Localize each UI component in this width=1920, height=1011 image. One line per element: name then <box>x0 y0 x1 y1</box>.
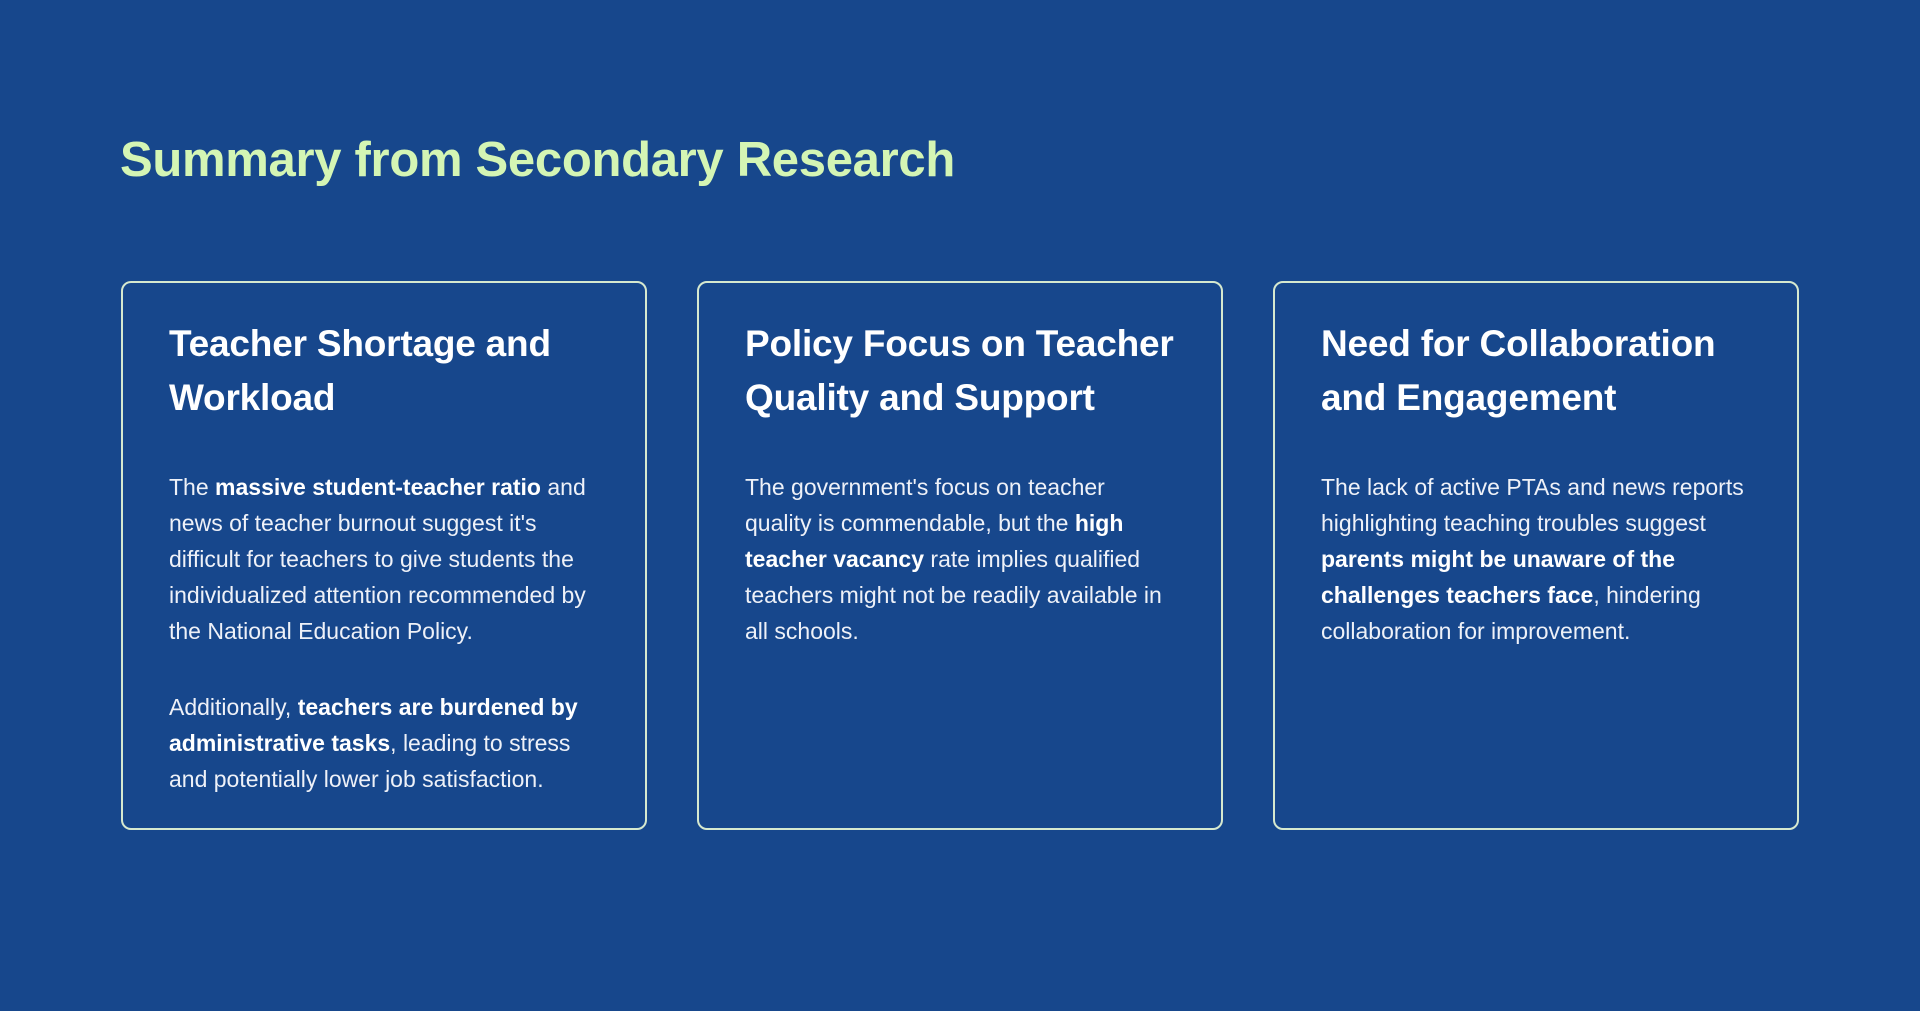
card-title: Need for Collaboration and Engagement <box>1321 323 1716 418</box>
card-paragraph <box>745 469 1177 649</box>
card-collaboration <box>1273 281 1799 830</box>
card-paragraph <box>169 469 601 649</box>
card-title: Policy Focus on Teacher Quality and Support <box>745 323 1174 418</box>
body-text: The lack of active PTAs and news reports highlighting teaching troubles suggest <box>1321 474 1744 536</box>
emphasis-text: teachers are burdened by administrative tasks <box>169 694 578 756</box>
body-text: , leading to stress and potentially lower job satisfaction. <box>169 730 571 792</box>
card-paragraph <box>1321 469 1753 649</box>
card-title: Teacher Shortage and Workload <box>169 323 551 418</box>
card-body <box>745 469 1177 649</box>
card-paragraph <box>169 689 601 797</box>
page-title: Summary from Secondary Research <box>120 133 955 187</box>
body-text: rate implies qualified teachers might not be readily available in all schools. <box>745 546 1162 644</box>
emphasis-text: high teacher vacancy <box>745 510 1124 572</box>
body-text: Additionally, <box>169 694 298 720</box>
card-teacher-shortage <box>121 281 647 830</box>
emphasis-text: parents might be unaware of the challenges teachers face <box>1321 546 1675 608</box>
body-text: and news of teacher burnout suggest it's difficult for teachers to give students the individualized attention recommended by the National Education Policy. <box>169 474 586 644</box>
body-text: The government's focus on teacher quality is commendable, but the <box>745 474 1105 536</box>
card-policy-focus <box>697 281 1223 830</box>
emphasis-text: massive student-teacher ratio <box>215 474 541 500</box>
card-body <box>1321 469 1753 649</box>
card-body <box>169 469 601 797</box>
summary-cards <box>121 281 1799 830</box>
body-text: The <box>169 474 216 500</box>
body-text: , hindering collaboration for improvement. <box>1321 582 1701 644</box>
